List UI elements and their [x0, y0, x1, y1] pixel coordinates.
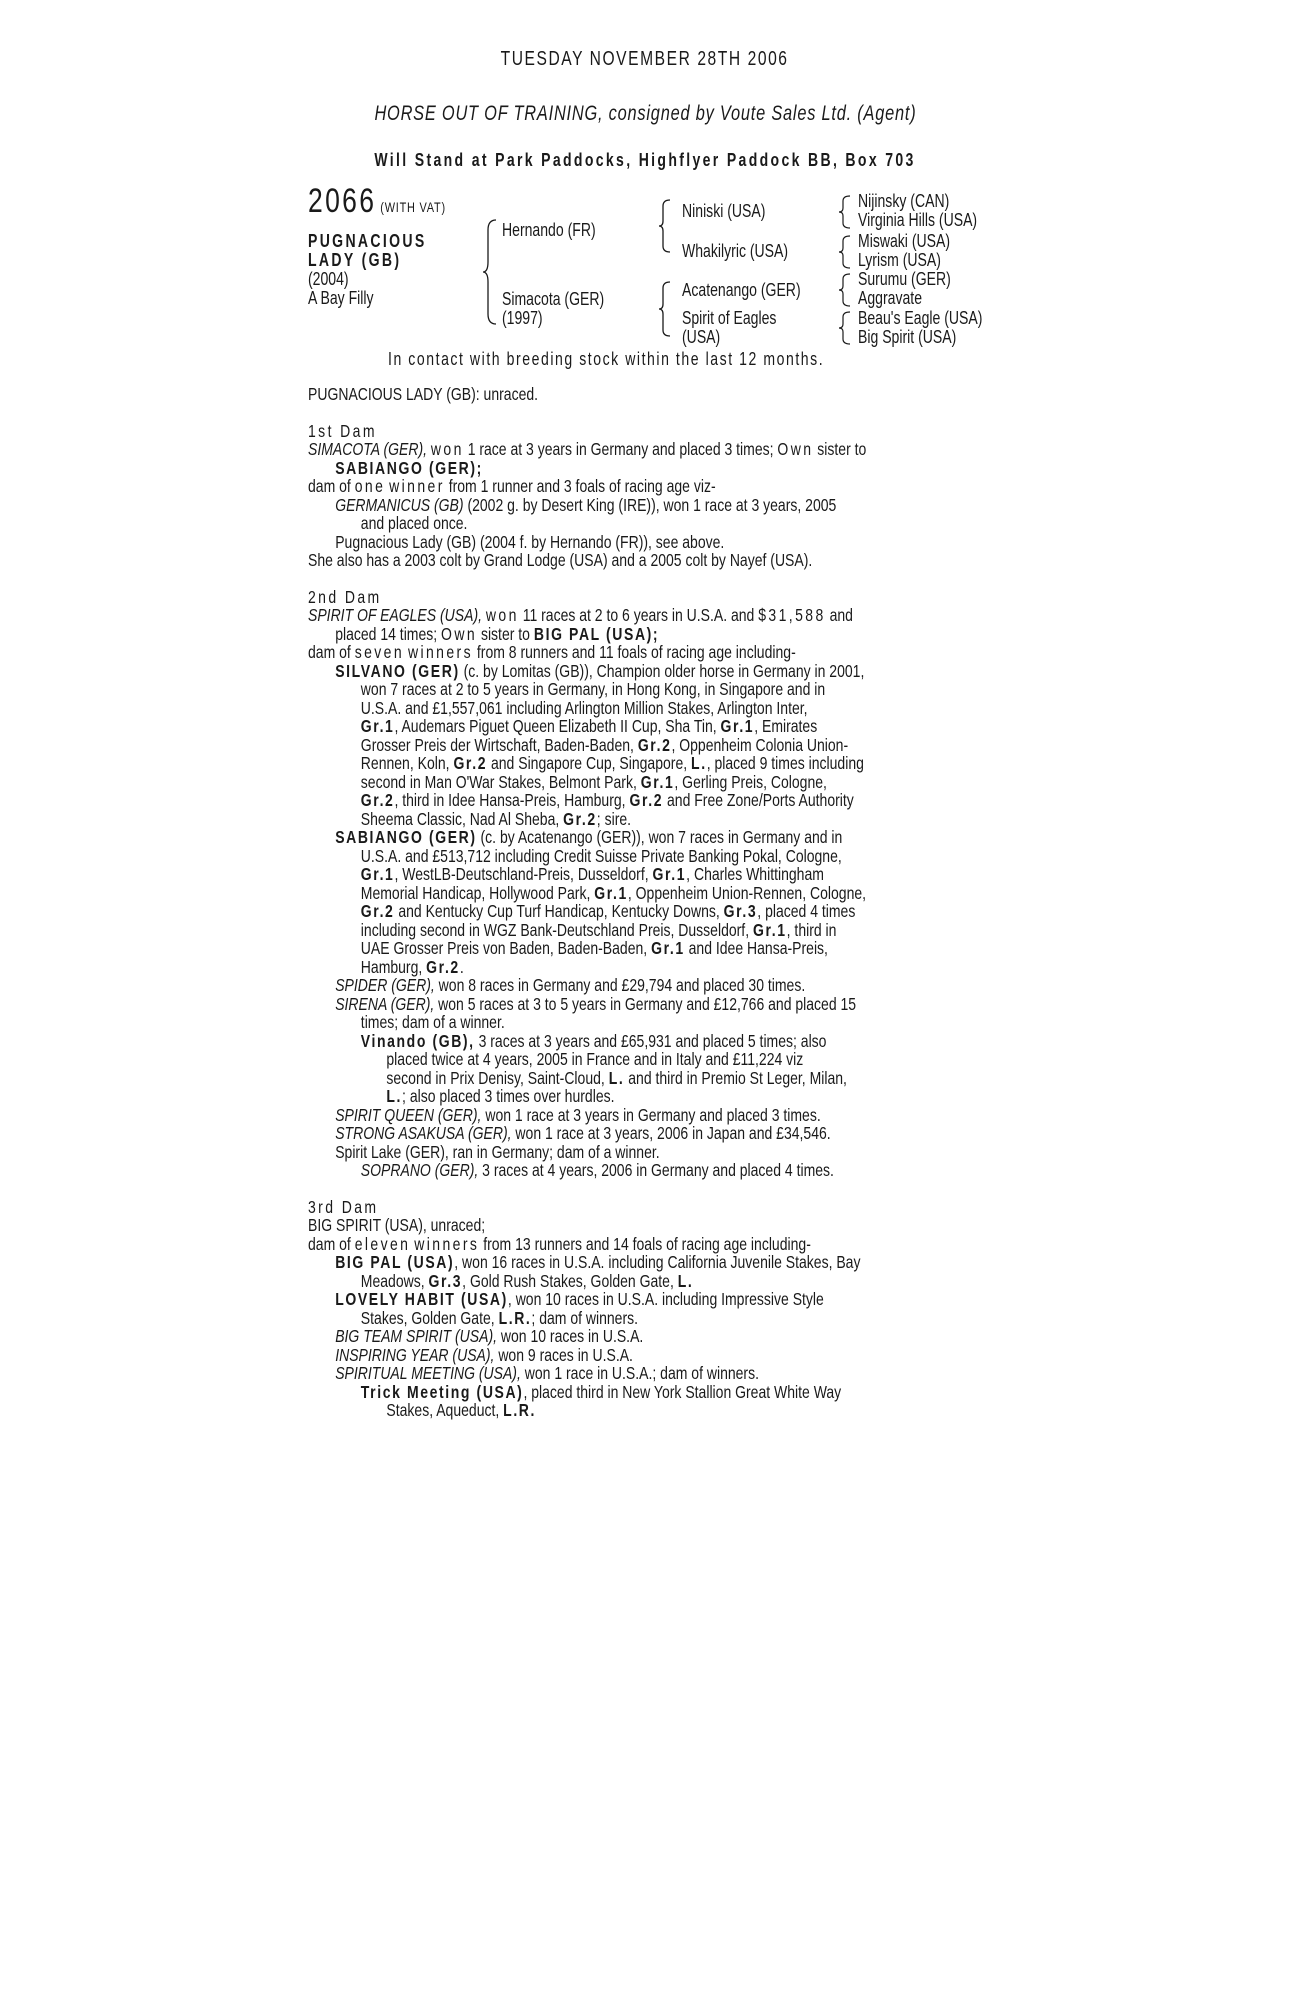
pedigree-brace-g4 — [838, 310, 852, 346]
pedigree-g1: Nijinsky (CAN) — [858, 191, 950, 211]
pedigree-dam-sire: Acatenango (GER) — [682, 280, 801, 300]
dam3-line: Meadows, Gr.3, Gold Rush Stakes, Golden Gate, L. — [360, 1270, 694, 1291]
dam2-line: SILVANO (GER) (c. by Lomitas (GB)), Champion older horse in Germany in 2001, — [335, 660, 865, 681]
dam3-line: SPIRITUAL MEETING (USA), won 1 race in U.S.A.; dam of winners. — [335, 1363, 759, 1383]
dam2-line: SPIDER (GER), won 8 races in Germany and £29,794 and placed 30 times. — [335, 975, 806, 995]
stand-location: Will Stand at Park Paddocks, Highflyer Paddock BB, Box 703 — [374, 150, 916, 170]
dam2-line: Hamburg, Gr.2. — [360, 956, 464, 977]
horse-name-line1: PUGNACIOUS — [308, 231, 427, 251]
dam2-line: second in Prix Denisy, Saint-Cloud, L. and third in Premio St Leger, Milan, — [386, 1067, 847, 1088]
pedigree-g6: Aggravate — [858, 288, 923, 308]
intro-line: PUGNACIOUS LADY (GB): unraced. — [308, 384, 539, 404]
dam3-line: BIG PAL (USA), won 16 races in U.S.A. including California Juvenile Stakes, Bay — [335, 1252, 861, 1272]
pedigree-g2: Virginia Hills (USA) — [858, 210, 978, 230]
dam1-line: SIMACOTA (GER), won 1 race at 3 years in Germany and placed 3 times; Own sister to — [308, 439, 867, 459]
pedigree-brace-g3 — [838, 272, 852, 308]
dam2-line: Grosser Preis der Wirtschaft, Baden-Baden, Gr.2, Oppenheim Colonia Union- — [360, 734, 849, 755]
dam2-line: SIRENA (GER), won 5 races at 3 to 5 years in Germany and £12,766 and placed 15 — [335, 993, 857, 1014]
dam2-line: Gr.1, Audemars Piguet Queen Elizabeth II Cup, Sha Tin, Gr.1, Emirates — [360, 716, 818, 736]
dam2-line: Sheema Classic, Nad Al Sheba, Gr.2; sire. — [360, 808, 632, 829]
dam1-line: and placed once. — [360, 513, 468, 533]
pedigree-brace-g1 — [838, 194, 852, 230]
pedigree-dam-dam-line1: Spirit of Eagles — [682, 308, 777, 328]
dam1-line: She also has a 2003 colt by Grand Lodge (USA) and a 2005 colt by Nayef (USA). — [308, 550, 813, 570]
dam1-line: Pugnacious Lady (GB) (2004 f. by Hernando (FR)), see above. — [335, 531, 725, 552]
dam2-line: Gr.2, third in Idee Hansa-Preis, Hamburg, Gr.2 and Free Zone/Ports Authority — [360, 790, 854, 810]
pedigree-g5: Surumu (GER) — [858, 269, 951, 289]
pedigree-g3: Miswaki (USA) — [858, 231, 951, 251]
pedigree-brace-dam — [658, 280, 672, 338]
dam2-line: U.S.A. and £513,712 including Credit Suisse Private Banking Pokal, Cologne, — [360, 845, 842, 866]
pedigree-sire-sire: Niniski (USA) — [682, 201, 766, 221]
dam3-line: LOVELY HABIT (USA), won 10 races in U.S.A. including Impressive Style — [335, 1289, 824, 1309]
dam2-line: SABIANGO (GER) (c. by Acatenango (GER)), won 7 races in Germany and in — [335, 827, 843, 847]
dam2-line: dam of seven winners from 8 runners and 11 foals of racing age including- — [308, 642, 796, 662]
dam2-line: second in Man O'War Stakes, Belmont Park, Gr.1, Gerling Preis, Cologne, — [360, 771, 827, 792]
dam2-line: won 7 races at 2 to 5 years in Germany, in Hong Kong, in Singapore and in — [360, 679, 826, 699]
dam2-line: SOPRANO (GER), 3 races at 4 years, 2006 in Germany and placed 4 times. — [360, 1160, 834, 1180]
pedigree-sire-dam: Whakilyric (USA) — [682, 241, 789, 261]
dam2-line: UAE Grosser Preis von Baden, Baden-Baden, Gr.1 and Idee Hansa-Preis, — [360, 938, 828, 958]
dam3-line: dam of eleven winners from 13 runners and 14 foals of racing age including- — [308, 1233, 811, 1254]
horse-description: A Bay Filly — [308, 288, 374, 308]
dam1-line: SABIANGO (GER); — [335, 457, 483, 478]
dam3-line: Trick Meeting (USA), placed third in New York Stallion Great White Way — [360, 1381, 842, 1402]
dam2-line: STRONG ASAKUSA (GER), won 1 race at 3 years, 2006 in Japan and £34,546. — [335, 1123, 831, 1143]
pedigree-g7: Beau's Eagle (USA) — [858, 308, 983, 328]
pedigree-g8: Big Spirit (USA) — [858, 327, 957, 347]
pedigree-dam-year: (1997) — [502, 308, 543, 328]
pedigree-brace-g2 — [838, 234, 852, 270]
pedigree-dam-dam-line2: (USA) — [682, 327, 721, 347]
catalogue-body — [308, 385, 1008, 1420]
dam2-line: including second in WGZ Bank-Deutschland Preis, Dusseldorf, Gr.1, third in — [360, 919, 837, 940]
dam3-heading: 3rd Dam — [308, 1196, 379, 1217]
dam1-line: GERMANICUS (GB) (2002 g. by Desert King (IRE)), won 1 race at 3 years, 2005 — [335, 494, 837, 515]
dam2-heading: 2nd Dam — [308, 586, 382, 607]
dam3-line: Stakes, Golden Gate, L.R.; dam of winners. — [360, 1307, 639, 1328]
dam3-line: BIG TEAM SPIRIT (USA), won 10 races in U.S.A. — [335, 1326, 644, 1346]
dam3-line: INSPIRING YEAR (USA), won 9 races in U.S.A. — [335, 1344, 633, 1365]
dam2-line: Gr.1, WestLB-Deutschland-Preis, Dusseldorf, Gr.1, Charles Whittingham — [360, 864, 824, 884]
dam2-line: Gr.2 and Kentucky Cup Turf Handicap, Kentucky Downs, Gr.3, placed 4 times — [360, 901, 856, 921]
dam2-line: placed 14 times; Own sister to BIG PAL (USA); — [335, 623, 660, 644]
lot-number: 2066 — [308, 182, 377, 220]
dam2-line: Vinando (GB), 3 races at 3 years and £65,931 and placed 5 times; also — [360, 1030, 827, 1051]
dam2-line: Memorial Handicap, Hollywood Park, Gr.1, Oppenheim Union-Rennen, Cologne, — [360, 882, 867, 903]
sale-date: TUESDAY NOVEMBER 28TH 2006 — [501, 48, 789, 70]
dam3-line: Stakes, Aqueduct, L.R. — [386, 1400, 537, 1420]
foaling-year: (2004) — [308, 269, 349, 289]
pedigree-dam: Simacota (GER) — [502, 289, 605, 309]
dam2-line: placed twice at 4 years, 2005 in France and in Italy and £11,224 viz — [386, 1049, 804, 1069]
pedigree-brace-sire — [658, 198, 672, 254]
breeding-contact-note: In contact with breeding stock within the last 12 months. — [388, 349, 825, 369]
dam2-line: L.; also placed 3 times over hurdles. — [386, 1086, 615, 1106]
dam2-line: U.S.A. and £1,557,061 including Arlington Million Stakes, Arlington Inter, — [360, 697, 808, 718]
consignment-line: HORSE OUT OF TRAINING, consigned by Voute Sales Ltd. (Agent) — [373, 102, 917, 125]
pedigree-sire: Hernando (FR) — [502, 220, 596, 240]
vat-note: (WITH VAT) — [380, 199, 446, 215]
dam2-line: Rennen, Koln, Gr.2 and Singapore Cup, Singapore, L., placed 9 times including — [360, 753, 864, 773]
dam1-line: dam of one winner from 1 runner and 3 foals of racing age viz- — [308, 476, 716, 496]
dam2-line: SPIRIT OF EAGLES (USA), won 11 races at 2 to 6 years in U.S.A. and $31,588 and — [308, 605, 853, 625]
pedigree-g4: Lyrism (USA) — [858, 250, 941, 270]
pedigree-brace-main — [482, 218, 498, 326]
dam2-line: Spirit Lake (GER), ran in Germany; dam of a winner. — [335, 1141, 660, 1162]
dam2-line: times; dam of a winner. — [360, 1012, 505, 1032]
dam2-line: SPIRIT QUEEN (GER), won 1 race at 3 years in Germany and placed 3 times. — [335, 1104, 821, 1125]
dam1-heading: 1st Dam — [308, 420, 377, 441]
dam3-line: BIG SPIRIT (USA), unraced; — [308, 1215, 486, 1235]
horse-name-line2: LADY (GB) — [308, 250, 402, 270]
lot-number-row — [308, 182, 485, 220]
